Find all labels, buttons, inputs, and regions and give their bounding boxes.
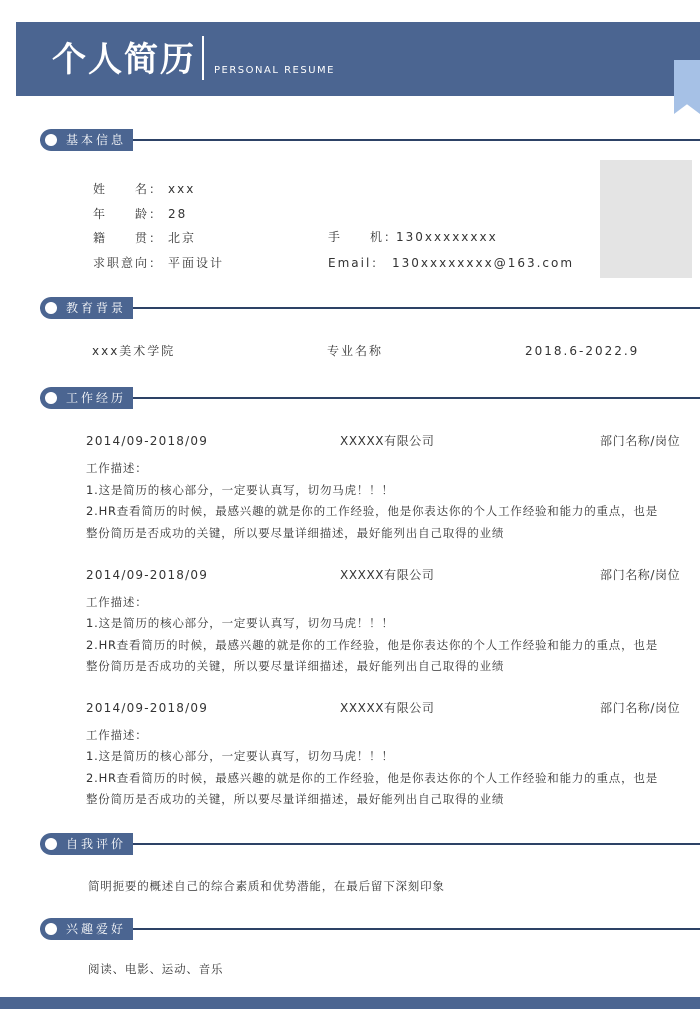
work-desc-line: 整份简历是否成功的关键，所以要尽量详细描述，最好能列出自己取得的业绩: [86, 526, 505, 540]
hobbies: 阅读、电影、运动、音乐: [88, 962, 224, 976]
section-header-education: [40, 297, 133, 319]
footer-bar: [0, 997, 700, 1009]
name-value: xxx: [168, 182, 196, 196]
intent-label: 求职意向：: [93, 256, 164, 270]
work-company: XXXXX有限公司: [340, 434, 435, 448]
work-desc-line: 1.这是简历的核心部分，一定要认真写，切勿马虎！！！: [86, 749, 394, 763]
work-desc-title: 工作描述：: [86, 728, 148, 742]
bullet-dot-icon: [45, 838, 57, 850]
origin-value: 北京: [168, 231, 197, 245]
section-divider: [40, 139, 700, 141]
self-evaluation: 简明扼要的概述自己的综合素质和优势潜能，在最后留下深刻印象: [88, 879, 445, 893]
work-desc-title: 工作描述：: [86, 595, 148, 609]
photo-placeholder: [600, 160, 692, 278]
work-desc-line: 1.这是简历的核心部分，一定要认真写，切勿马虎！！！: [86, 616, 394, 630]
name-label: 姓 名：: [93, 182, 164, 196]
work-position: 部门名称/岗位: [600, 701, 681, 715]
bullet-dot-icon: [45, 392, 57, 404]
section-divider: [40, 928, 700, 930]
work-position: 部门名称/岗位: [600, 434, 681, 448]
work-company: XXXXX有限公司: [340, 701, 435, 715]
bookmark-ribbon: [674, 60, 700, 114]
education-major: 专业名称: [327, 344, 384, 358]
intent-value: 平面设计: [168, 256, 225, 270]
phone-label: 手 机：: [328, 230, 399, 244]
work-period: 2014/09-2018/09: [86, 568, 209, 582]
work-desc-line: 2.HR查看简历的时候，最感兴趣的就是你的工作经验，他是你表达你的个人工作经验和能力的重点，也是: [86, 504, 659, 518]
age-value: 28: [168, 207, 188, 221]
age-label: 年 龄：: [93, 207, 164, 221]
work-desc-title: 工作描述：: [86, 461, 148, 475]
bullet-dot-icon: [45, 302, 57, 314]
section-divider: [40, 843, 700, 845]
section-title: 工作经历: [66, 391, 127, 405]
page-title: 个人简历: [52, 40, 196, 80]
email-value: 130xxxxxxxx@163.com: [392, 256, 575, 270]
work-position: 部门名称/岗位: [600, 568, 681, 582]
work-desc-line: 整份简历是否成功的关键，所以要尽量详细描述，最好能列出自己取得的业绩: [86, 792, 505, 806]
education-school: xxx美术学院: [92, 344, 176, 358]
page-subtitle: PERSONAL RESUME: [214, 65, 335, 76]
section-header-work: [40, 387, 133, 409]
work-period: 2014/09-2018/09: [86, 701, 209, 715]
section-header-basic: [40, 129, 133, 151]
work-desc-line: 1.这是简历的核心部分，一定要认真写，切勿马虎！！！: [86, 483, 394, 497]
work-period: 2014/09-2018/09: [86, 434, 209, 448]
work-company: XXXXX有限公司: [340, 568, 435, 582]
section-header-hobby: [40, 918, 133, 940]
section-title: 自我评价: [66, 837, 127, 851]
bullet-dot-icon: [45, 923, 57, 935]
section-title: 教育背景: [66, 301, 127, 315]
origin-label: 籍 贯：: [93, 231, 164, 245]
section-title: 兴趣爱好: [66, 922, 127, 936]
work-desc-line: 2.HR查看简历的时候，最感兴趣的就是你的工作经验，他是你表达你的个人工作经验和能力的重点，也是: [86, 638, 659, 652]
work-desc-line: 整份简历是否成功的关键，所以要尽量详细描述，最好能列出自己取得的业绩: [86, 659, 505, 673]
education-period: 2018.6-2022.9: [525, 344, 640, 358]
section-divider: [40, 307, 700, 309]
work-desc-line: 2.HR查看简历的时候，最感兴趣的就是你的工作经验，他是你表达你的个人工作经验和能力的重点，也是: [86, 771, 659, 785]
section-title: 基本信息: [66, 133, 127, 147]
bullet-dot-icon: [45, 134, 57, 146]
section-divider: [40, 397, 700, 399]
phone-value: 130xxxxxxxx: [396, 230, 498, 244]
email-label: Email：: [328, 256, 386, 270]
header-divider: [202, 36, 204, 80]
section-header-self: [40, 833, 133, 855]
